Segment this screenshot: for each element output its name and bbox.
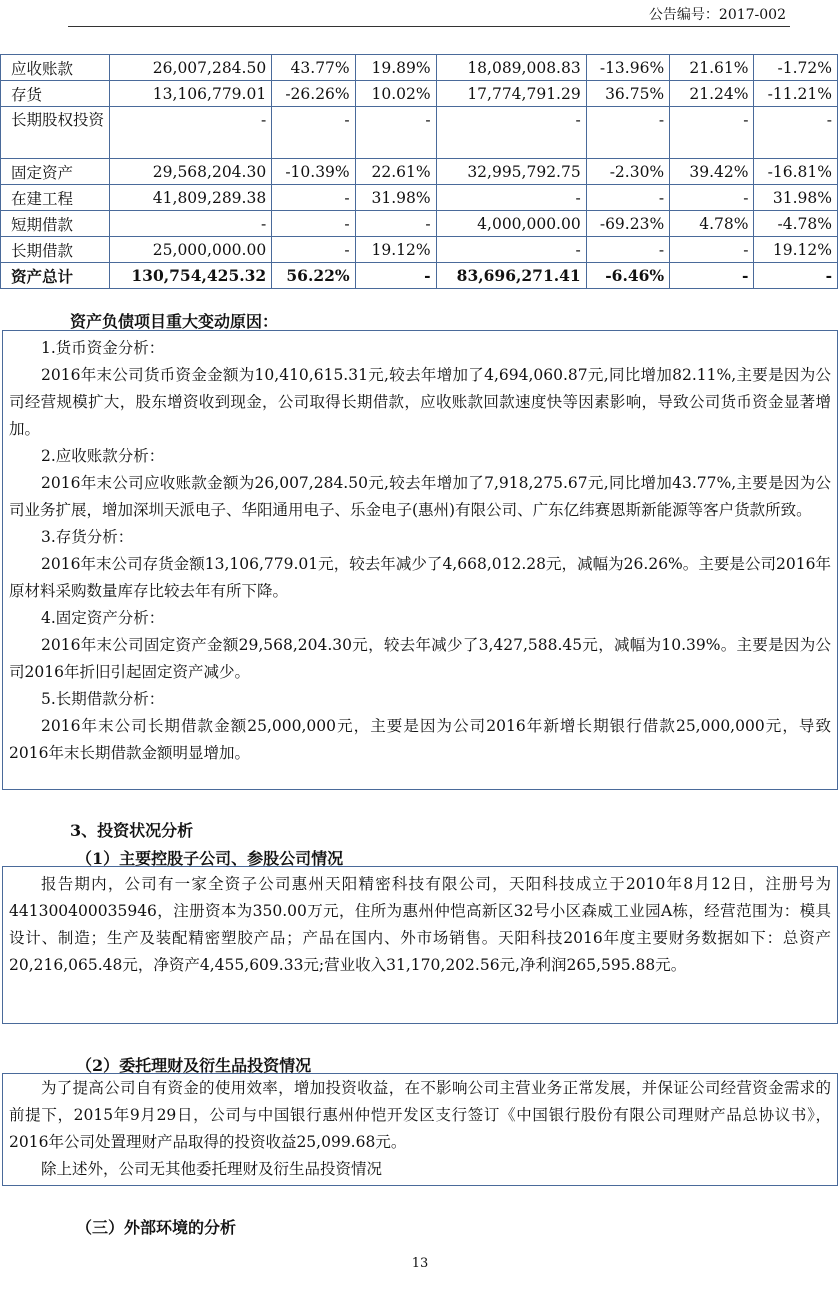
table-cell: 43.77% (272, 55, 355, 81)
section-paragraph: 2016年末公司长期借款金额25,000,000元，主要是因为公司2016年新增长期银行借款25,000,000元，导致2016年末长期借款金额明显增加。 (9, 717, 831, 762)
table-cell: - (355, 211, 436, 237)
wealth-management-box (2, 1073, 838, 1186)
table-cell: 13,106,779.01 (110, 81, 272, 107)
table-cell: 39.42% (670, 159, 754, 185)
row-label: 存货 (1, 81, 110, 107)
row-label: 资产总计 (1, 263, 110, 289)
table-cell: - (272, 107, 355, 159)
row-label: 固定资产 (1, 159, 110, 185)
table-cell: - (355, 107, 436, 159)
table-cell: 56.22% (272, 263, 355, 289)
document-number: 公告编号：2017-002 (648, 7, 786, 23)
table-cell: - (670, 185, 754, 211)
table-cell: - (436, 107, 586, 159)
table-cell: -16.81% (754, 159, 838, 185)
table-row (1, 185, 838, 211)
wealth-management-note: 除上述外，公司无其他委托理财及衍生品投资情况 (41, 1160, 383, 1178)
reasons-title: 资产负债项目重大变动原因： (70, 312, 279, 331)
table-cell: - (586, 107, 669, 159)
table-row (1, 107, 838, 159)
wealth-management-heading: （2）委托理财及衍生品投资情况 (76, 1056, 312, 1075)
table-cell: - (670, 263, 754, 289)
table-cell: 19.12% (355, 237, 436, 263)
table-cell: 26,007,284.50 (110, 55, 272, 81)
table-row (1, 81, 838, 107)
row-label: 应收账款 (1, 55, 110, 81)
table-cell: 17,774,791.29 (436, 81, 586, 107)
table-cell: 31.98% (355, 185, 436, 211)
table-cell: - (586, 185, 669, 211)
table-cell: 31.98% (754, 185, 838, 211)
table-cell: -4.78% (754, 211, 838, 237)
table-cell: - (670, 237, 754, 263)
table-cell: - (355, 263, 436, 289)
section-heading: 3.存货分析： (41, 528, 134, 546)
table-cell: -26.26% (272, 81, 355, 107)
table-cell: -69.23% (586, 211, 669, 237)
investment-title: 3、投资状况分析 (70, 821, 194, 840)
section-heading: 1.货币资金分析： (41, 339, 165, 357)
section-paragraph: 2016年末公司应收账款金额为26,007,284.50元,较去年增加了7,918,275.67元,同比增加43.77%,主要是因为公司业务扩展，增加深圳天派电子、华阳通用电子、乐金电子(惠州)有限公司、广东亿纬赛恩斯新能源等客户货款所致。 (9, 474, 831, 519)
row-label: 在建工程 (1, 185, 110, 211)
table-cell: 19.89% (355, 55, 436, 81)
table-row (1, 159, 838, 185)
table-cell: 21.24% (670, 81, 754, 107)
table-cell: - (754, 263, 838, 289)
table-cell: 21.61% (670, 55, 754, 81)
table-cell: - (272, 185, 355, 211)
table-cell: -6.46% (586, 263, 669, 289)
table-cell: - (436, 237, 586, 263)
table-cell: -2.30% (586, 159, 669, 185)
table-cell: 4.78% (670, 211, 754, 237)
row-label: 长期借款 (1, 237, 110, 263)
section-heading: 4.固定资产分析： (41, 609, 165, 627)
subsidiary-heading: （1）主要控股子公司、参股公司情况 (76, 849, 344, 868)
table-cell: 10.02% (355, 81, 436, 107)
table-cell: - (110, 107, 272, 159)
table-cell: 36.75% (586, 81, 669, 107)
table-cell: - (272, 237, 355, 263)
table-cell: 25,000,000.00 (110, 237, 272, 263)
page-header (68, 0, 790, 27)
section-heading: 5.长期借款分析： (41, 690, 165, 708)
external-environment-heading: （三）外部环境的分析 (76, 1218, 237, 1237)
reasons-box (2, 330, 838, 790)
table-row (1, 55, 838, 81)
table-row (1, 211, 838, 237)
row-label: 短期借款 (1, 211, 110, 237)
table-cell: - (586, 237, 669, 263)
table-cell: - (670, 107, 754, 159)
table-cell: -1.72% (754, 55, 838, 81)
table-cell: - (436, 185, 586, 211)
table-cell: 4,000,000.00 (436, 211, 586, 237)
table-cell: 18,089,008.83 (436, 55, 586, 81)
section-paragraph: 2016年末公司货币资金金额为10,410,615.31元,较去年增加了4,694,060.87元,同比增加82.11%,主要是因为公司经营规模扩大，股东增资收到现金，公司取得长期借款，应收账款回款速度快等因素影响，导致公司货币资金显著增加。 (9, 366, 831, 438)
table-cell: - (110, 211, 272, 237)
table-cell: 41,809,289.38 (110, 185, 272, 211)
table-cell: -11.21% (754, 81, 838, 107)
subsidiary-box (2, 866, 838, 1024)
table-cell: -13.96% (586, 55, 669, 81)
subsidiary-paragraph: 报告期内，公司有一家全资子公司惠州天阳精密科技有限公司，天阳科技成立于2010年8月12日，注册号为441300400035946，注册资本为350.00万元，住所为惠州仲恺高新区32号小区森威工业园A栋，经营范围为：模具设计、制造；生产及装配精密塑胶产品；产品在国内、外市场销售。天阳科技2016年度主要财务数据如下：总资产20,216,065.48元，净资产4,455,609.33元;营业收入31,170,202.56元,净利润265,595.88元。 (9, 875, 831, 974)
table-cell: - (272, 211, 355, 237)
table-cell: 32,995,792.75 (436, 159, 586, 185)
table-row (1, 237, 838, 263)
section-paragraph: 2016年末公司存货金额13,106,779.01元，较去年减少了4,668,012.28元，减幅为26.26%。主要是公司2016年原材料采购数量库存比较去年有所下降。 (9, 555, 831, 600)
table-cell: 22.61% (355, 159, 436, 185)
financial-table (0, 54, 838, 289)
section-paragraph: 2016年末公司固定资产金额29,568,204.30元，较去年减少了3,427,588.45元，减幅为10.39%。主要是因为公司2016年折旧引起固定资产减少。 (9, 636, 831, 681)
table-cell: 29,568,204.30 (110, 159, 272, 185)
row-label: 长期股权投资 (1, 107, 110, 159)
table-cell: -10.39% (272, 159, 355, 185)
page-number: 13 (411, 1256, 429, 1271)
table-cell: 83,696,271.41 (436, 263, 586, 289)
table-row (1, 263, 838, 289)
table-cell: - (754, 107, 838, 159)
table-cell: 130,754,425.32 (110, 263, 272, 289)
table-cell: 19.12% (754, 237, 838, 263)
section-heading: 2.应收账款分析： (41, 447, 165, 465)
wealth-management-paragraph: 为了提高公司自有资金的使用效率，增加投资收益，在不影响公司主营业务正常发展，并保证公司经营资金需求的前提下，2015年9月29日，公司与中国银行惠州仲恺开发区支行签订《中国银行股份有限公司理财产品总协议书》，2016年公司处置理财产品取得的投资收益25,099.68元。 (9, 1079, 831, 1151)
